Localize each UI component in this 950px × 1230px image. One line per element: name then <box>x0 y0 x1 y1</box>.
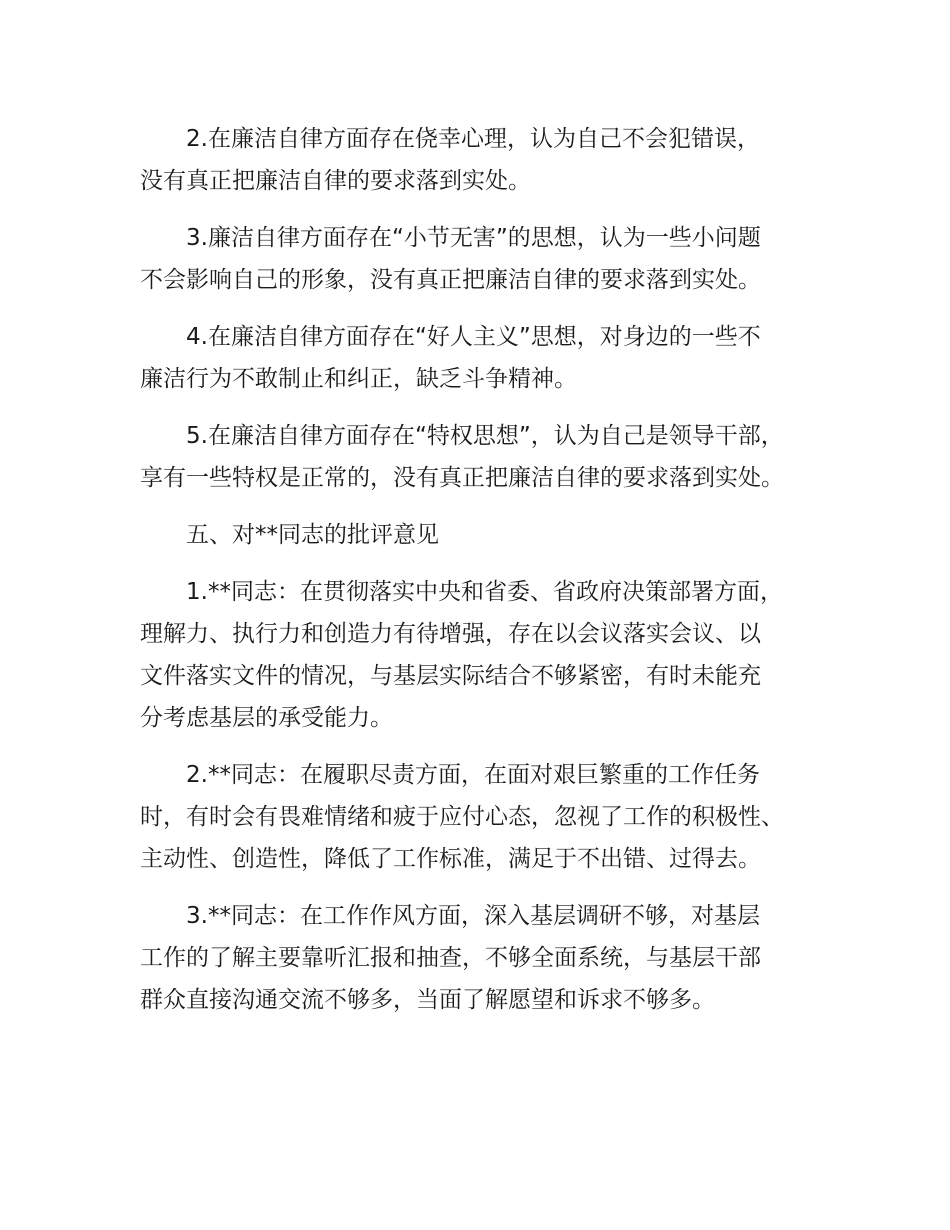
paragraph-line: 1.**同志：在贯彻落实中央和省委、省政府决策部署方面， <box>186 579 783 605</box>
paragraph-line: 时，有时会有畏难情绪和疲于应付心态，忽视了工作的积极性、 <box>140 804 784 830</box>
paragraph-line: 享有一些特权是正常的，没有真正把廉洁自律的要求落到实处。 <box>140 465 784 491</box>
paragraph-criticism-2 <box>140 754 840 880</box>
document-body <box>140 118 840 1036</box>
paragraph-line: 没有真正把廉洁自律的要求落到实处。 <box>140 168 531 194</box>
paragraph-line: 4.在廉洁自律方面存在“好人主义”思想，对身边的一些不 <box>186 324 761 350</box>
paragraph-self-discipline-2 <box>140 118 840 202</box>
paragraph-line: 分考虑基层的承受能力。 <box>140 705 393 731</box>
paragraph-line: 5.在廉洁自律方面存在“特权思想”，认为自己是领导干部， <box>186 423 784 449</box>
paragraph-line: 2.在廉洁自律方面存在侥幸心理，认为自己不会犯错误， <box>186 126 760 152</box>
paragraph-self-discipline-4 <box>140 316 840 400</box>
paragraph-line: 主动性、创造性，降低了工作标准，满足于不出错、过得去。 <box>140 846 761 872</box>
paragraph-line: 3.**同志：在工作作风方面，深入基层调研不够，对基层 <box>186 903 760 929</box>
paragraph-line: 群众直接沟通交流不够多，当面了解愿望和诉求不够多。 <box>140 987 715 1013</box>
section-heading: 五、对**同志的批评意见 <box>186 522 439 548</box>
paragraph-line: 理解力、执行力和创造力有待增强，存在以会议落实会议、以 <box>140 621 761 647</box>
paragraph-line: 工作的了解主要靠听汇报和抽查，不够全面系统，与基层干部 <box>140 945 761 971</box>
paragraph-criticism-3 <box>140 895 840 1021</box>
paragraph-line: 廉洁行为不敢制止和纠正，缺乏斗争精神。 <box>140 366 577 392</box>
paragraph-self-discipline-5 <box>140 415 840 499</box>
paragraph-line: 不会影响自己的形象，没有真正把廉洁自律的要求落到实处。 <box>140 267 761 293</box>
paragraph-line: 3.廉洁自律方面存在“小节无害”的思想，认为一些小问题 <box>186 225 761 251</box>
paragraph-self-discipline-3 <box>140 217 840 301</box>
paragraph-line: 文件落实文件的情况，与基层实际结合不够紧密，有时未能充 <box>140 663 761 689</box>
paragraph-line: 2.**同志：在履职尽责方面，在面对艰巨繁重的工作任务 <box>186 762 760 788</box>
paragraph-criticism-1 <box>140 571 840 739</box>
